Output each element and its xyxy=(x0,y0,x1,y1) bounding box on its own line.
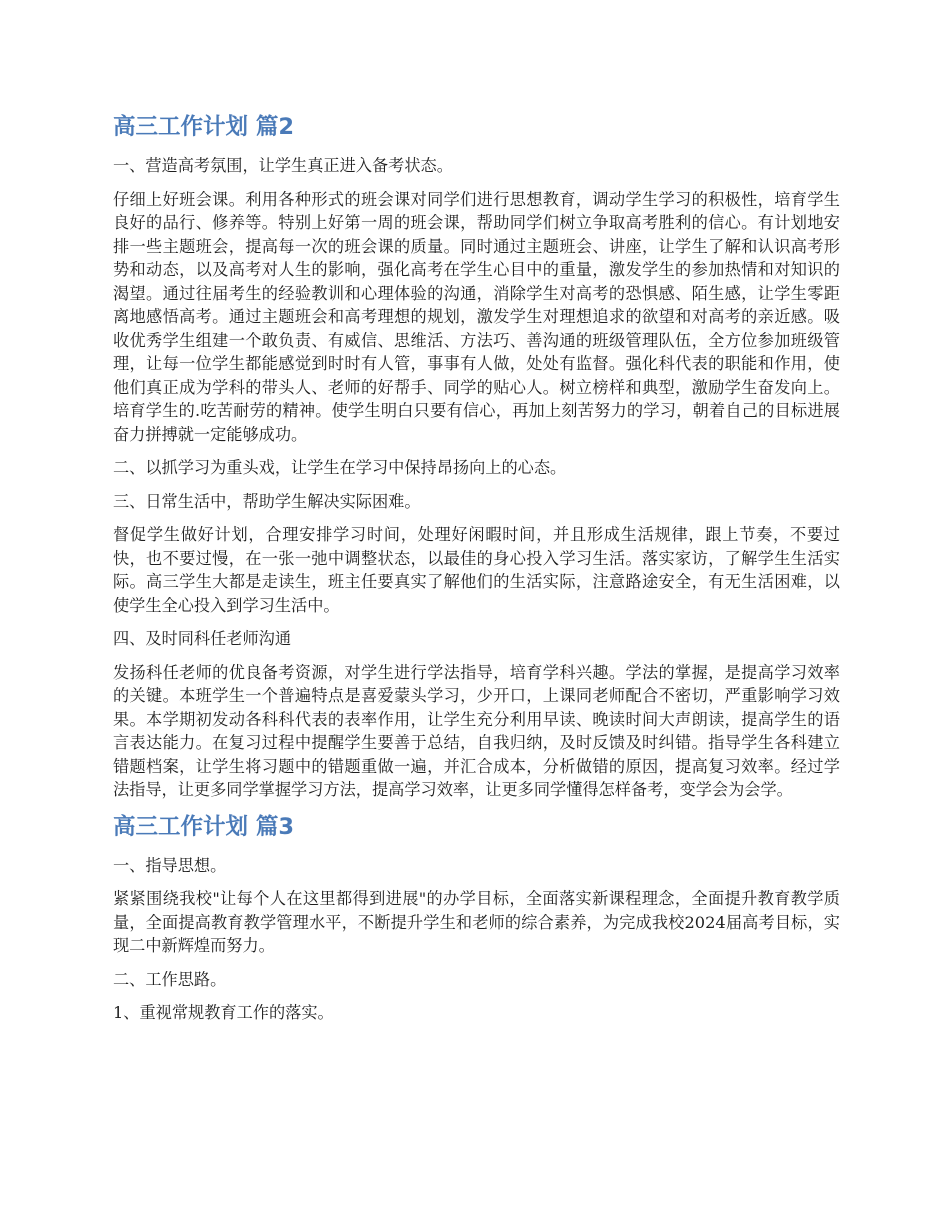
paragraph-s2-7: 发扬科任老师的优良备考资源，对学生进行学法指导，培育学科兴趣。学法的掌握，是提高学习效率的关键。本班学生一个普遍特点是喜爱蒙头学习，少开口，上课同老师配合不密切，严重影响学习效果。本学期初发动各科科代表的表率作用，让学生充分利用早读、晚读时间大声朗读，提高学生的语言表达能力。在复习过程中提醒学生要善于总结，自我归纳，及时反馈及时纠错。指导学生各科建立错题档案，让学生将习题中的错题重做一遍，并汇合成本，分析做错的原因，提高复习效率。经过学法指导，让更多同学掌握学习方法，提高学习效率，让更多同学懂得怎样备考，变学会为会学。 xyxy=(113,662,840,799)
paragraph-s3-2: 紧紧围绕我校"让每个人在这里都得到进展"的办学目标，全面落实新课程理念，全面提升教育教学质量，全面提高教育教学管理水平，不断提升学生和老师的综合素养，为完成我校2024届高考目标，实现二中新辉煌而努力。 xyxy=(113,889,840,955)
section-heading-3: 高三工作计划 篇3 xyxy=(113,813,294,840)
paragraph-s3-4: 1、重视常规教育工作的落实。 xyxy=(113,1003,334,1022)
paragraph-s2-6: 四、及时同科任老师沟通 xyxy=(113,629,292,648)
document-page xyxy=(113,112,840,1035)
paragraph-s2-2: 仔细上好班会课。利用各种形式的班会课对同学们进行思想教育，调动学生学习的积极性，培育学生良好的品行、修养等。特别上好第一周的班会课，帮助同学们树立争取高考胜利的信心。有计划地安排一些主题班会，提高每一次的班会课的质量。同时通过主题班会、讲座，让学生了解和认识高考形势和动态，以及高考对人生的影响，强化高考在学生心目中的重量，激发学生的参加热情和对知识的渴望。通过往届考生的经验教训和心理体验的沟通，消除学生对高考的恐惧感、陌生感，让学生零距离地感悟高考。通过主题班会和高考理想的规划，激发学生对理想追求的欲望和对高考的亲近感。吸收优秀学生组建一个敢负责、有威信、思维活、方法巧、善沟通的班级管理队伍，全方位参加班级管理，让每一位学生都能感觉到时时有人管，事事有人做，处处有监督。强化科代表的职能和作用，使他们真正成为学科的带头人、老师的好帮手、同学的贴心人。树立榜样和典型，激励学生奋发向上。培育学生的.吃苦耐劳的精神。使学生明白只要有信心，再加上刻苦努力的学习，朝着自己的目标进展奋力拼搏就一定能够成功。 xyxy=(113,189,840,444)
section-heading-2: 高三工作计划 篇2 xyxy=(113,114,294,140)
paragraph-s2-3: 二、以抓学习为重头戏，让学生在学习中保持昂扬向上的心态。 xyxy=(113,458,567,477)
paragraph-s2-5: 督促学生做好计划，合理安排学习时间，处理好闲暇时间，并且形成生活规律，跟上节奏，不要过快，也不要过慢，在一张一弛中调整状态，以最佳的身心投入学习生活。落实家访，了解学生生活实际。高三学生大都是走读生，班主任要真实了解他们的生活实际，注意路途安全，有无生活困难，以使学生全心投入到学习生活中。 xyxy=(113,525,840,615)
paragraph-s3-3: 二、工作思路。 xyxy=(113,969,227,989)
paragraph-s2-4: 三、日常生活中，帮助学生解决实际困难。 xyxy=(113,491,421,511)
paragraph-s2-1: 一、营造高考氛围，让学生真正进入备考状态。 xyxy=(113,156,453,175)
paragraph-s3-1: 一、指导思想。 xyxy=(113,855,227,875)
